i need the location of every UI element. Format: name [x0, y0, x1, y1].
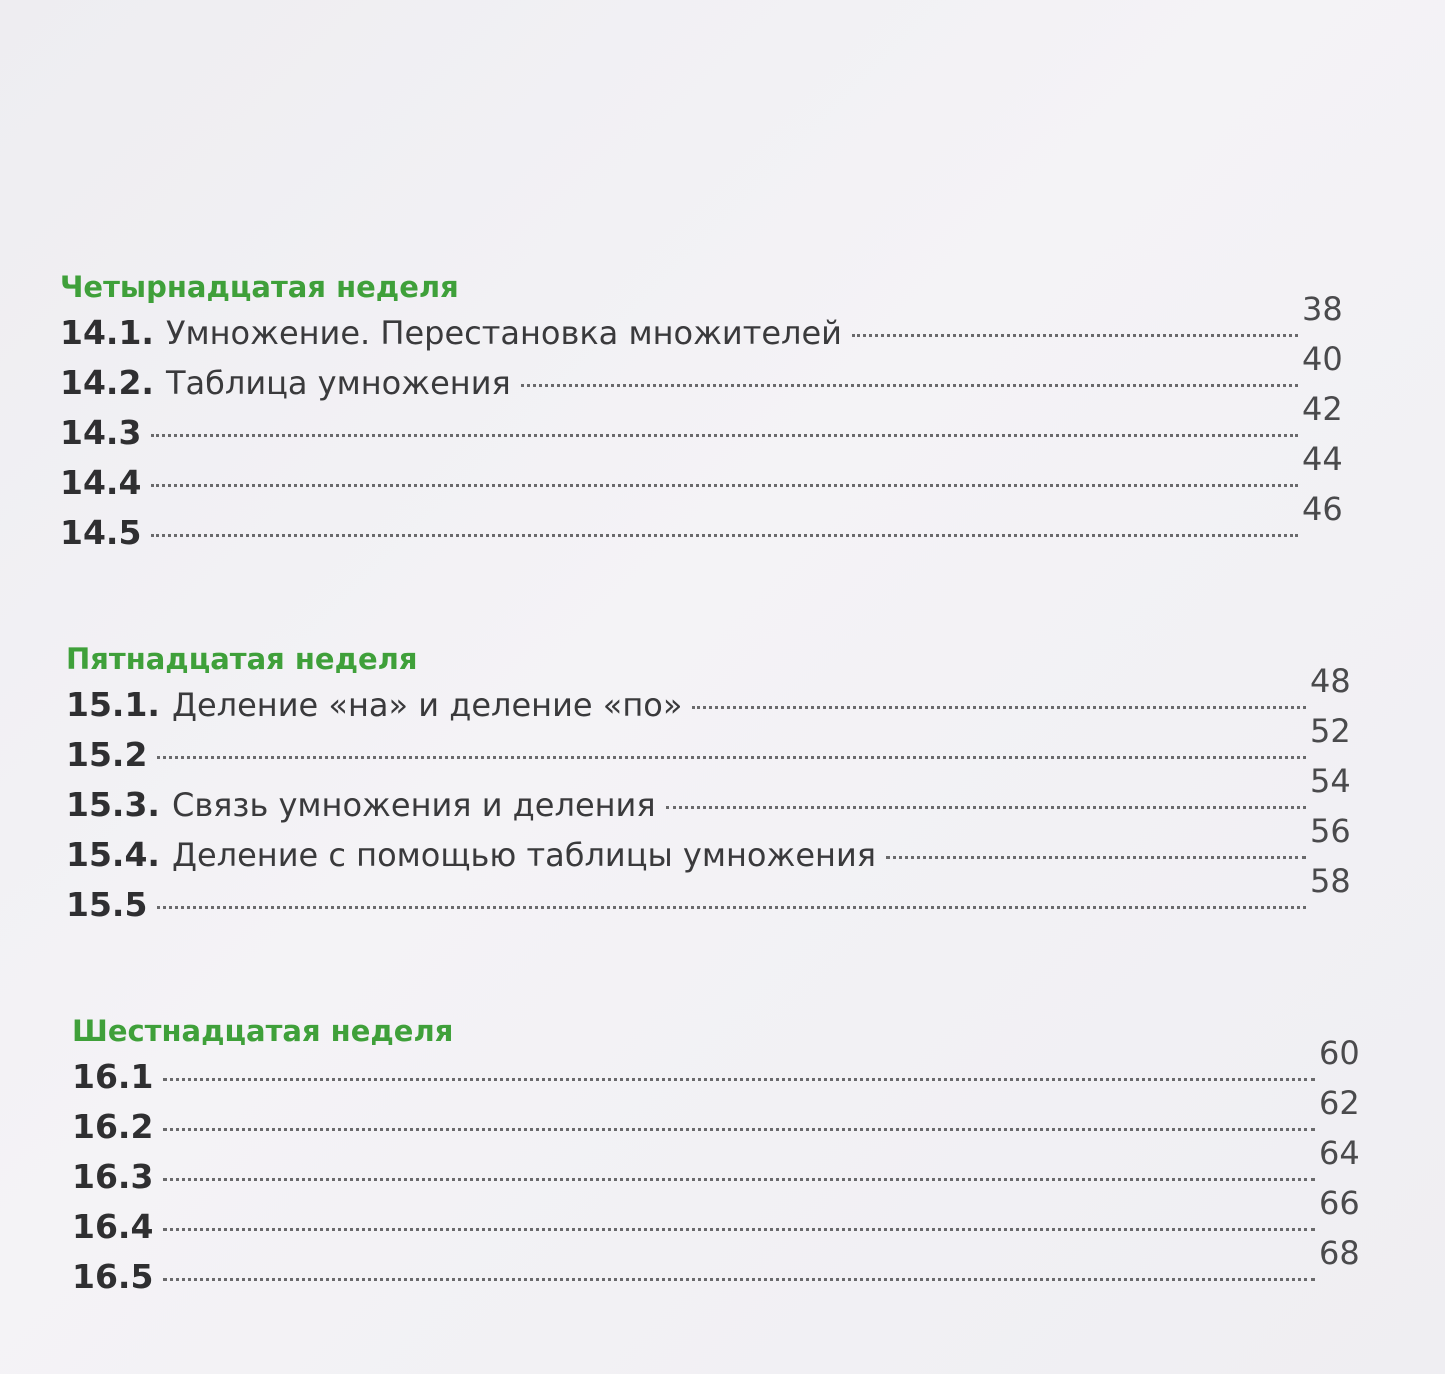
toc-entry[interactable] — [72, 1134, 1367, 1202]
toc-entry[interactable] — [66, 662, 1358, 730]
entry-title: Таблица умножения — [165, 364, 511, 402]
dot-leader — [163, 1228, 1315, 1231]
dot-leader — [886, 856, 1306, 859]
toc-section-week-15 — [66, 638, 1358, 930]
dot-leader — [163, 1278, 1315, 1281]
section-title: Шестнадцатая неделя — [72, 1014, 454, 1048]
entry-number: 15.4. — [66, 835, 160, 874]
toc-entry[interactable] — [66, 862, 1358, 930]
entry-number: 15.5 — [66, 885, 148, 924]
entry-number: 14.4 — [60, 463, 142, 502]
entry-page-number: 40 — [1302, 340, 1343, 378]
entry-page-number: 44 — [1302, 440, 1343, 478]
entry-page-number: 48 — [1310, 662, 1351, 700]
entry-number: 14.2. — [60, 363, 154, 402]
entry-number: 16.3 — [72, 1157, 154, 1196]
dot-leader — [157, 756, 1306, 759]
dot-leader — [163, 1178, 1315, 1181]
toc-entry[interactable] — [60, 340, 1350, 408]
entry-number: 16.2 — [72, 1107, 154, 1146]
dot-leader — [151, 434, 1298, 437]
toc-section-week-14 — [60, 266, 1350, 558]
dot-leader — [157, 906, 1306, 909]
entry-page-number: 52 — [1310, 712, 1351, 750]
entry-page-number: 54 — [1310, 762, 1351, 800]
entry-title: Деление с помощью таблицы умножения — [171, 836, 876, 874]
entry-page-number: 60 — [1319, 1034, 1360, 1072]
toc-entry[interactable] — [66, 712, 1358, 780]
entry-number: 15.3. — [66, 785, 160, 824]
toc-entry[interactable] — [66, 812, 1358, 880]
entry-number: 14.3 — [60, 413, 142, 452]
toc-entry[interactable] — [60, 440, 1350, 508]
toc-entry[interactable] — [72, 1234, 1367, 1302]
dot-leader — [521, 384, 1298, 387]
entry-number: 14.1. — [60, 313, 154, 352]
section-title: Четырнадцатая неделя — [60, 270, 459, 304]
toc-entry[interactable] — [60, 390, 1350, 458]
entry-page-number: 38 — [1302, 290, 1343, 328]
dot-leader — [151, 484, 1298, 487]
dot-leader — [163, 1128, 1315, 1131]
dot-leader — [692, 706, 1306, 709]
entry-page-number: 58 — [1310, 862, 1351, 900]
entry-number: 15.2 — [66, 735, 148, 774]
entry-number: 16.4 — [72, 1207, 154, 1246]
entry-page-number: 46 — [1302, 490, 1343, 528]
section-title: Пятнадцатая неделя — [66, 642, 418, 676]
entry-page-number: 68 — [1319, 1234, 1360, 1272]
toc-entry[interactable] — [60, 290, 1350, 358]
toc-entry[interactable] — [66, 762, 1358, 830]
toc-section-week-16 — [72, 1010, 1367, 1302]
entry-title: Умножение. Перестановка множителей — [165, 314, 842, 352]
entry-number: 15.1. — [66, 685, 160, 724]
entry-page-number: 42 — [1302, 390, 1343, 428]
toc-entry[interactable] — [72, 1034, 1367, 1102]
entry-number: 14.5 — [60, 513, 142, 552]
entry-page-number: 66 — [1319, 1184, 1360, 1222]
toc-entry[interactable] — [72, 1084, 1367, 1152]
dot-leader — [852, 334, 1298, 337]
dot-leader — [666, 806, 1306, 809]
toc-entry[interactable] — [72, 1184, 1367, 1252]
entry-number: 16.1 — [72, 1057, 154, 1096]
dot-leader — [151, 534, 1298, 537]
entry-title: Связь умножения и деления — [171, 786, 656, 824]
toc-entry[interactable] — [60, 490, 1350, 558]
entry-page-number: 64 — [1319, 1134, 1360, 1172]
dot-leader — [163, 1078, 1315, 1081]
entry-title: Деление «на» и деление «по» — [171, 686, 683, 724]
entry-page-number: 56 — [1310, 812, 1351, 850]
entry-page-number: 62 — [1319, 1084, 1360, 1122]
entry-number: 16.5 — [72, 1257, 154, 1296]
